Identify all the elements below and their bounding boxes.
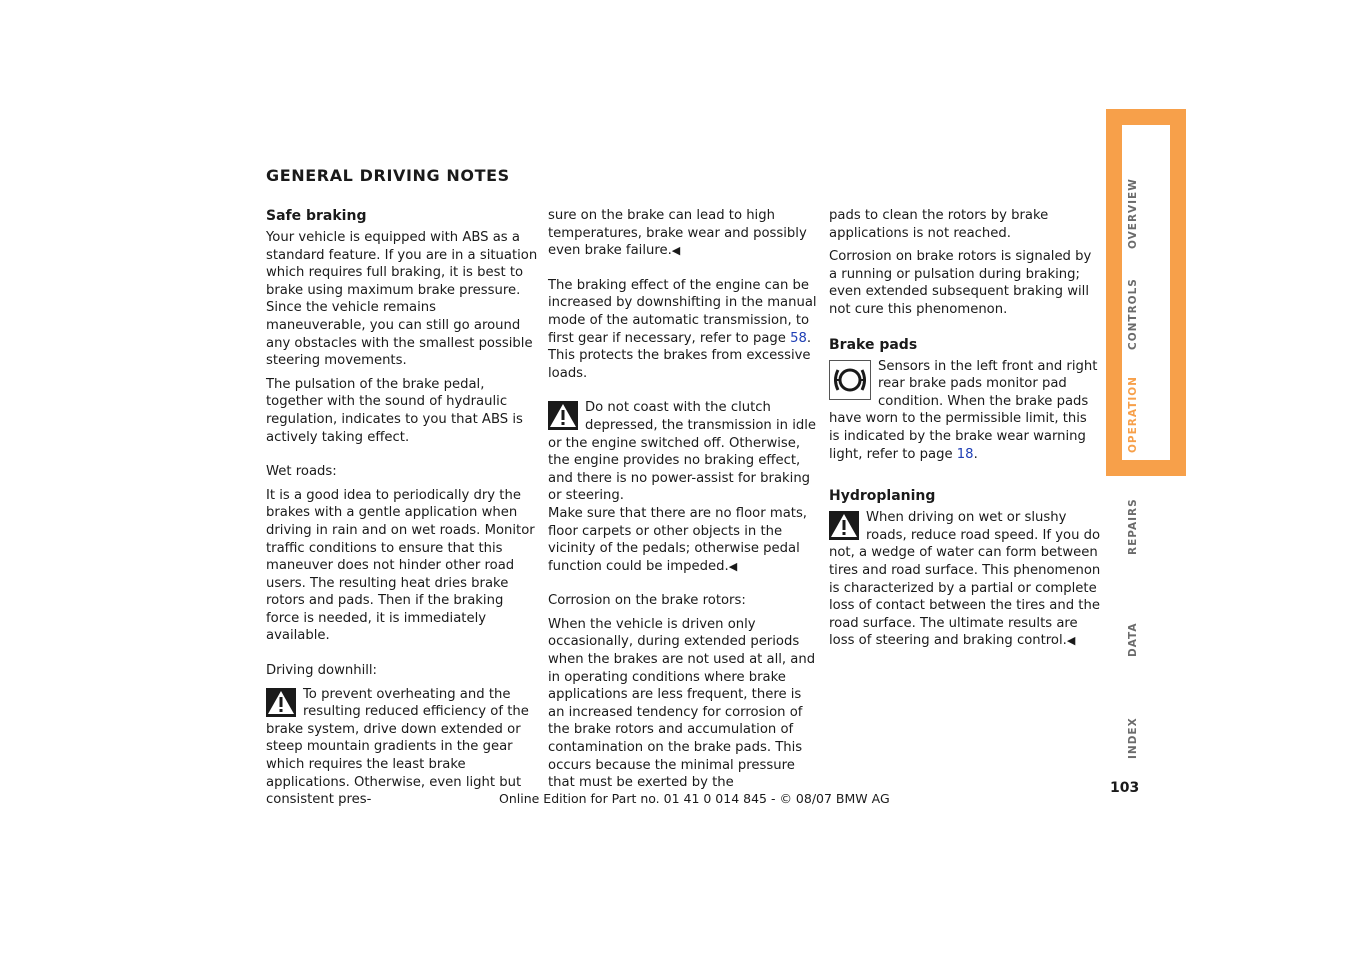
page-link[interactable]: 58: [790, 330, 807, 346]
paragraph: The braking effect of the engine can be increased by downshifting in the manual mode of the automatic transmission, to first gear if necessary, refer to page 58. This protects the brakes from excessive loads.: [548, 277, 817, 381]
paragraph: The pulsation of the brake pedal, together with the sound of hydraulic regulation, indicates to you that ABS is actively taking effect.: [266, 376, 523, 445]
paragraph: pads to clean the rotors by brake applications is not reached.: [829, 208, 1049, 241]
warning-text: Do not coast with the clutch depressed, the transmission in idle or the engine switched off. Otherwise, the engine provides no braking effect, and there is no power-assist for braking or steering.: [548, 400, 817, 504]
safe-braking-heading: Safe braking: [266, 208, 367, 224]
end-marker-icon: ◀: [728, 559, 738, 573]
warning-text: When driving on wet or slushy roads, reduce road speed. If you do not, a wedge of water can form between tires and road surface. This phenomenon is characterized by a partial or complete loss of contact between the tires and the road surface. The ultimate results are loss of steering and braking control.: [829, 510, 1101, 649]
warning-text: To prevent overheating and the resulting reduced efficiency of the brake system, drive down extended or steep mountain gradients in the gear which requires the least brake applications. Otherwise, even light but consistent pres-: [266, 686, 529, 808]
warning-triangle-icon: [548, 401, 578, 430]
column-1: [266, 207, 538, 809]
paragraph: When the vehicle is driven only occasionally, during extended periods when the brakes are not used at all, and in operating conditions where brake applications are less frequent, there is an increased tendency for corrosion of the brake rotors and accumulation of contamination on the brake pads. This occurs because the minimal pressure that must be exerted by the: [548, 616, 816, 791]
page-link[interactable]: 18: [956, 446, 974, 462]
driving-downhill-label: Driving downhill:: [266, 663, 378, 679]
wet-roads-label: Wet roads:: [266, 464, 337, 480]
paragraph: Corrosion on brake rotors is signaled by a running or pulsation during braking; even extended subsequent braking will not cure this phenomenon.: [829, 249, 1092, 317]
paragraph: sure on the brake can lead to high temperatures, brake wear and possibly even brake failure.◀: [548, 208, 807, 259]
end-marker-icon: ◀: [671, 244, 681, 258]
brake-pads-heading: Brake pads: [829, 336, 918, 353]
paragraph: It is a good idea to periodically dry the brakes with a gentle application when driving in rain and on wet roads. Monitor traffic conditions to ensure that this maneuver does not hinder other road users. The resulting heat dries brake rotors and pads. Then if the braking force is needed, it is immediately available.: [266, 487, 535, 644]
tab-overview[interactable]: OVERVIEW: [1127, 178, 1139, 249]
end-marker-icon: ◀: [1066, 634, 1076, 648]
warning-note: [266, 686, 538, 809]
tab-repairs[interactable]: REPAIRS: [1127, 498, 1139, 555]
tab-data[interactable]: DATA: [1127, 622, 1139, 657]
footer-text: Online Edition for Part no. 01 41 0 014 845 - © 08/07 BMW AG: [499, 791, 890, 806]
brake-pads-text: Sensors in the left front and right rear brake pads monitor pad condition. When the brake pads have worn to the permissible limit, this is indicated by the brake wear warning light, refer to page: [829, 358, 1098, 462]
hydroplaning-heading: Hydroplaning: [829, 488, 936, 505]
brake-wear-warning-icon: [829, 360, 871, 400]
warning-triangle-icon: [829, 511, 859, 540]
tab-operation[interactable]: OPERATION: [1127, 376, 1139, 453]
column-2: [548, 207, 820, 792]
paragraph: Your vehicle is equipped with ABS as a standard feature. If you are in a situation which requires full braking, it is best to brake using maximum brake pressure. Since the vehicle remains maneuverable, you can still go around any obstacles with the smallest possible steering movements.: [266, 230, 538, 369]
section-title: GENERAL DRIVING NOTES: [266, 166, 510, 185]
column-3: [829, 207, 1101, 650]
paragraph: Make sure that there are no floor mats, floor carpets or other objects in the vicinity of the pedals; otherwise pedal function could be impeded.◀: [548, 505, 808, 574]
page-number: 103: [1110, 780, 1140, 796]
warning-note: [829, 509, 1101, 650]
brake-pads-note: Sensors in the left front and right rear brake pads monitor pad condition. When the brake pads have worn to the permissible limit, this is indicated by the brake wear warning light, refer to page 18.: [829, 358, 1098, 462]
tab-controls[interactable]: CONTROLS: [1127, 278, 1139, 350]
tab-index[interactable]: INDEX: [1127, 717, 1139, 759]
corrosion-label: Corrosion on the brake rotors:: [548, 593, 746, 609]
warning-note: [548, 399, 820, 505]
warning-triangle-icon: [266, 688, 296, 717]
